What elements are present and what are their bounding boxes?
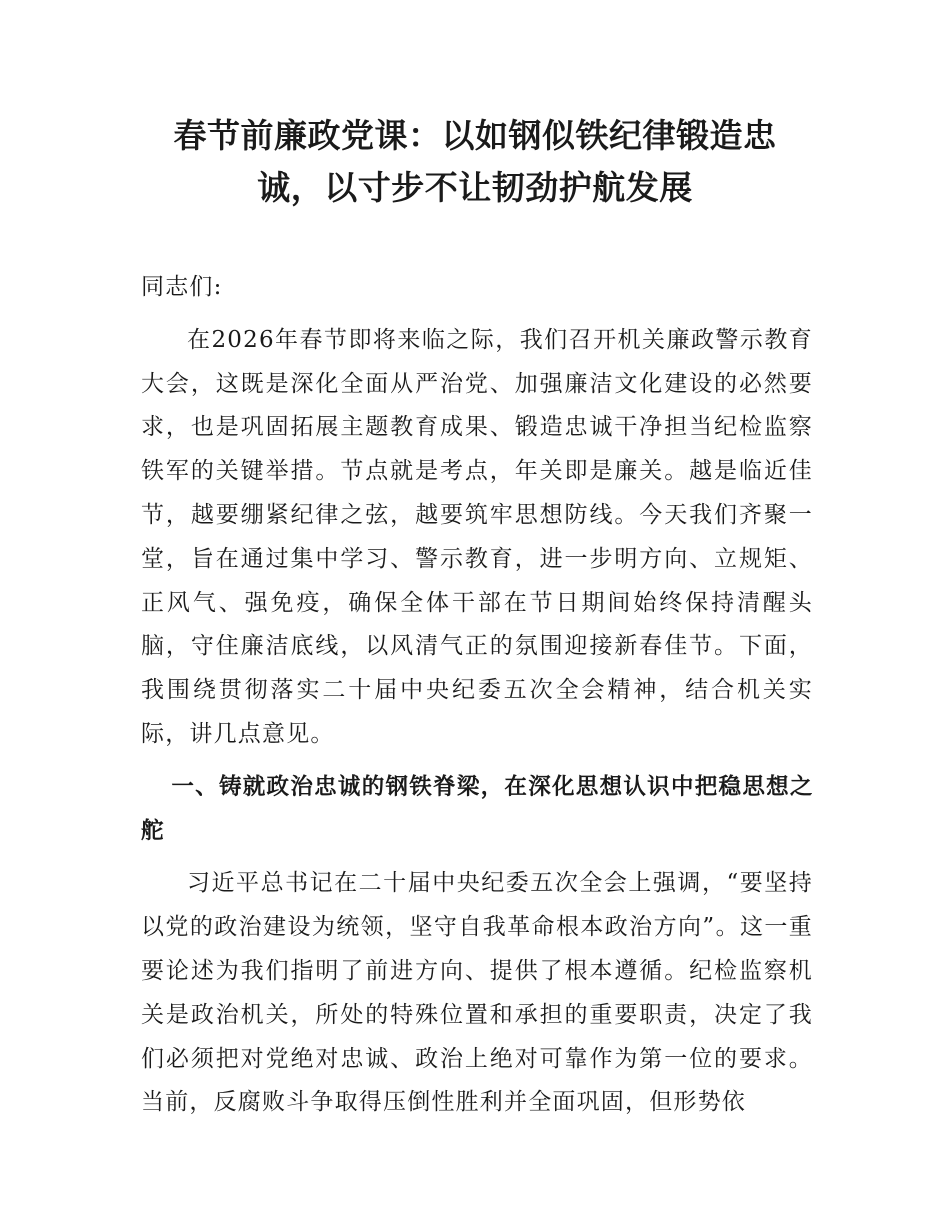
title-line-2: 诚，以寸步不让韧劲护航发展 [257,168,693,207]
title-line-1: 春节前廉政党课：以如钢似铁纪律锻造忠 [173,116,777,155]
document-body [141,266,813,1134]
section-heading-1: 一、铸就政治忠诚的钢铁脊梁，在深化思想认识中把稳思想之舵 [141,773,813,844]
document-title [100,110,850,214]
greeting: 同志们: [141,274,223,300]
paragraph-intro: 在2026年春节即将来临之际，我们召开机关廉政警示教育大会，这既是深化全面从严治党、加强廉洁文化建设的必然要求，也是巩固拓展主题教育成果、锻造忠诚干净担当纪检监察铁军的关键举措。节点就是考点，年关即是廉关。越是临近佳节，越要绷紧纪律之弦，越要筑牢思想防线。今天我们齐聚一堂，旨在通过集中学习、警示教育，进一步明方向、立规矩、正风气、强免疫，确保全体干部在节日期间始终保持清醒头脑，守住廉洁底线，以风清气正的氛围迎接新春佳节。下面，我围绕贯彻落实二十届中央纪委五次全会精神，结合机关实际，讲几点意见。 [141,326,813,747]
paragraph-section-1: 习近平总书记在二十届中央纪委五次全会上强调，“要坚持以党的政治建设为统领，坚守自我革命根本政治方向”。这一重要论述为我们指明了前进方向、提供了根本遵循。纪检监察机关是政治机关，所处的特殊位置和承担的重要职责，决定了我们必须把对党绝对忠诚、政治上绝对可靠作为第一位的要求。当前，反腐败斗争取得压倒性胜利并全面巩固，但形势依 [141,870,813,1116]
